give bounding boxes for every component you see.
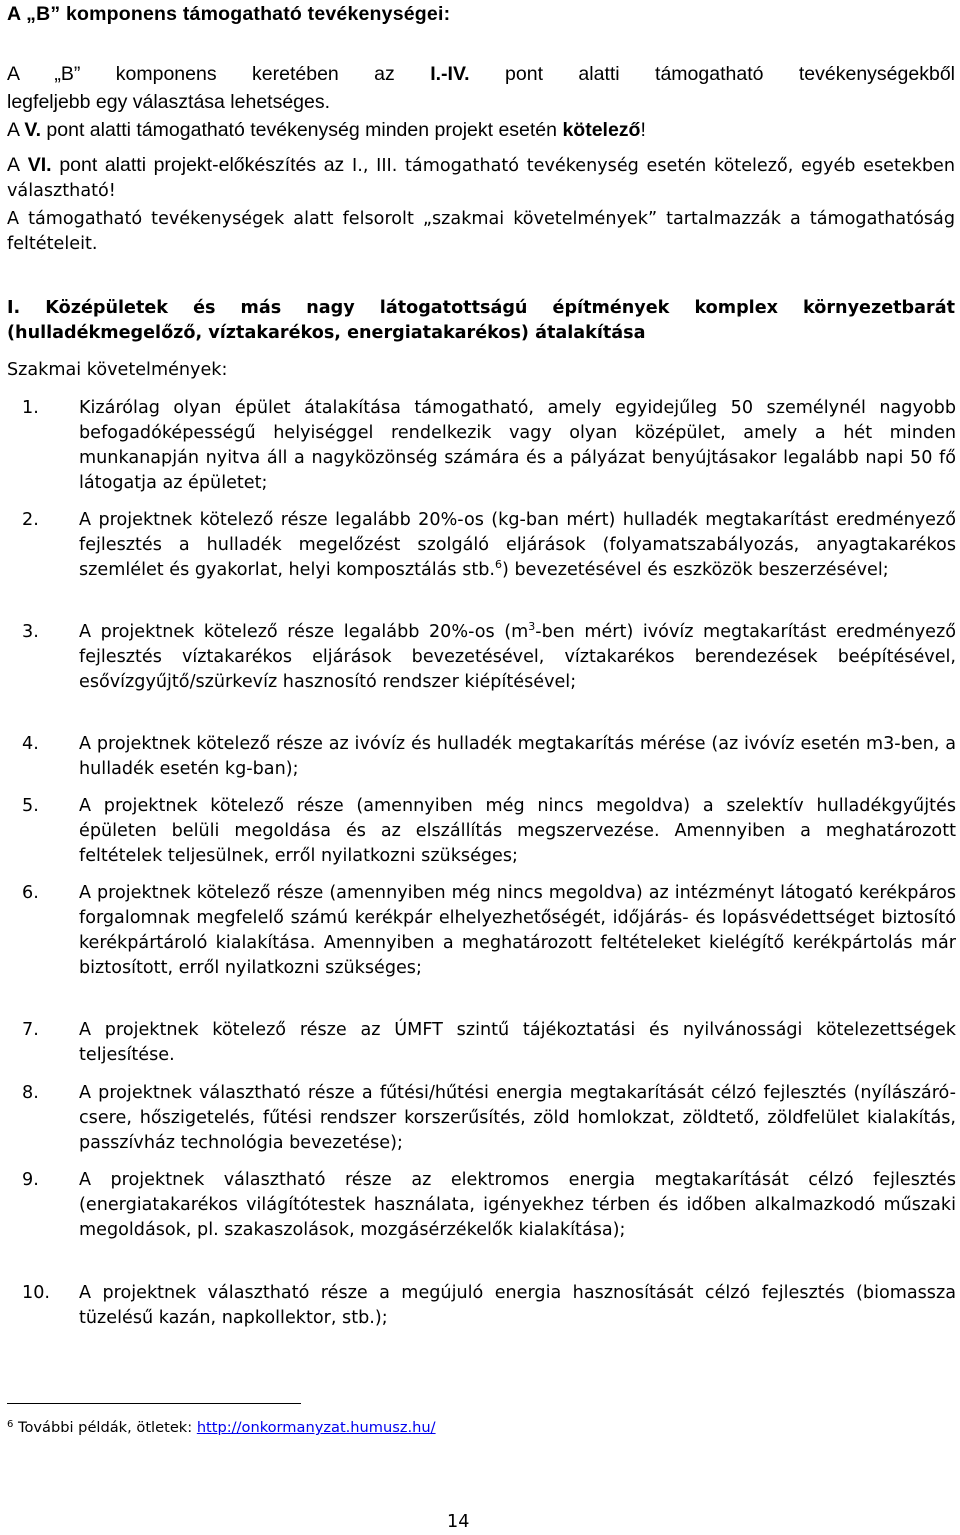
- footnote: $^6$ További példák, ötletek: http://onkormanyzat.humusz.hu/: [7, 1419, 436, 1436]
- intro-v-line: A V. pont alatti támogatható tevékenység minden projekt esetén kötelező!: [7, 119, 646, 141]
- intro-line-1: A „B” komponens keretében az I.-IV. pont alatti támogatható tevékenységekből: [7, 63, 955, 85]
- page-heading: A „B” komponens támogatható tevékenységei:: [7, 3, 451, 25]
- requirements-note: A támogatható tevékenységek alatt felsorolt „szakmai követelmények” tartalmazzák a támogathatóság feltételeit.: [7, 209, 955, 254]
- footnote-divider: [7, 1403, 301, 1404]
- document-page: A „B” komponens támogatható tevékenységei: A „B” komponens keretében az I.-IV. pont alatti támogatható tevékenységekből legfeljebb egy választása lehetséges. A V. pont alatti támogatható tevékenység minden projekt esetén kötelező! A VI. pont alatti projekt-előkészítés az I., III. támogatható tevékenység esetén kötelező, egyéb esetekben választható! A támogatható tevékenységek alatt felsorolt „szakmai követelmények” tartalmazzák a támogathatóság feltételeit. I. Középületek és más nagy látogatottságú építmények komplex környezetbarát (hulladékmegelőző, víztakarékos, energiatakarékos) átalakítása Szakmai követelmények: 1. Kizárólag olyan épület átalakítása támogatható, amely egyidejűleg 50 személynél nagyobb befogadóképességű helyiséggel rendelkezik vagy olyan középület, amely a hét minden munkanapján nyitva áll a nagyközönség számára és a pályázat benyújtásakor legalább napi 50 fő látogatja az épületet; 2. A projektnek kötelező része legalább 20%-os (kg-ban mért) hulladék megtakarítást eredményező fejlesztés a hulladék megelőzést szolgáló eljárások (folyamatszabályozás, anyagtakarékos szemlélet és gyakorlat, helyi komposztálás stb.$^6$) bevezetésével és eszközök beszerzésével; 3. A projektnek kötelező része legalább 20%-os ($m^3$-ben mért) ivóvíz megtakarítást eredményező fejlesztés víztakarékos eljárások bevezetésével, víztakarékos berendezések beépítésével, esővízgyűjtő/szürkevíz hasznosító rendszer kiépítésével; 4. A projektnek kötelező része az ivóvíz és hulladék megtakarítás mérése (az ivóvíz esetén m3-ben, a hulladék esetén kg-ban); 5. A projektnek kötelező része (amennyiben még nincs megoldva) a szelektív hulladékgyűjtés épületen belüli megoldása és az elszállítás megszervezése. Amennyiben a meghatározott feltételek teljesülnek, erről nyilatkozni szükséges; 6. A projektnek kötelező része (amennyiben még nincs megoldva) az intézményt látogató kerékpáros forgalomnak megfelelő számú kerékpár elhelyezhetőségét, időjárás- és lopásvédettséget biztosító kerékpártároló kialakítása. Amennyiben a meghatározott feltételeket kielégítő kerékpártolás már biztosított, erről nyilatkozni szükséges; 7. A projektnek kötelező része az ÚMFT szintű tájékoztatási és nyilvánossági kötelezettségek teljesítése. 8. A projektnek választható része a fűtési/hűtési energia megtakarítását célzó fejlesztés (nyílászáró-csere, hőszigetelés, fűtési rendszer korszerűsítés, zöld homlokzat, zöldtető, zöldfelület kialakítás, passzívház technológia bevezetése); 9. A projektnek választható része az elektromos energia megtakarítását célzó fejlesztés (energiatakarékos világítótestek használata, igényekhez térben és időben alkalmazkodó műszaki megoldások, pl. szakaszolások, mozgásérzékelők kialakítása); 10. A projektnek választható része a megújuló energia hasznosítását célzó fejlesztés (biomassza tüzelésű kazán, napkollektor, stb.); $^6$ További példák, ötletek: http://onkormanyzat.humusz.hu/ 14: [7, 3, 956, 1532]
- footnote-ref[interactable]: 6: [495, 558, 503, 571]
- page-number: 14: [447, 1512, 470, 1532]
- intro-vi-paragraph: [7, 153, 955, 204]
- footnote-link[interactable]: http://onkormanyzat.humusz.hu/: [196, 1419, 436, 1436]
- intro-paragraph: [7, 60, 955, 144]
- intro-line-2: legfeljebb egy választása lehetséges.: [7, 91, 331, 113]
- section-title: I. Középületek és más nagy látogatottságú építmények komplex környezetbarát (hulladékmegelőző, víztakarékos, energiatakarékos) átalakítása: [7, 298, 955, 343]
- intro-vi-line: A VI. pont alatti projekt-előkészítés az I., III. támogatható tevékenység esetén kötelező, egyéb esetekben választható!: [7, 154, 956, 201]
- section-subtitle: Szakmai követelmények:: [7, 360, 228, 380]
